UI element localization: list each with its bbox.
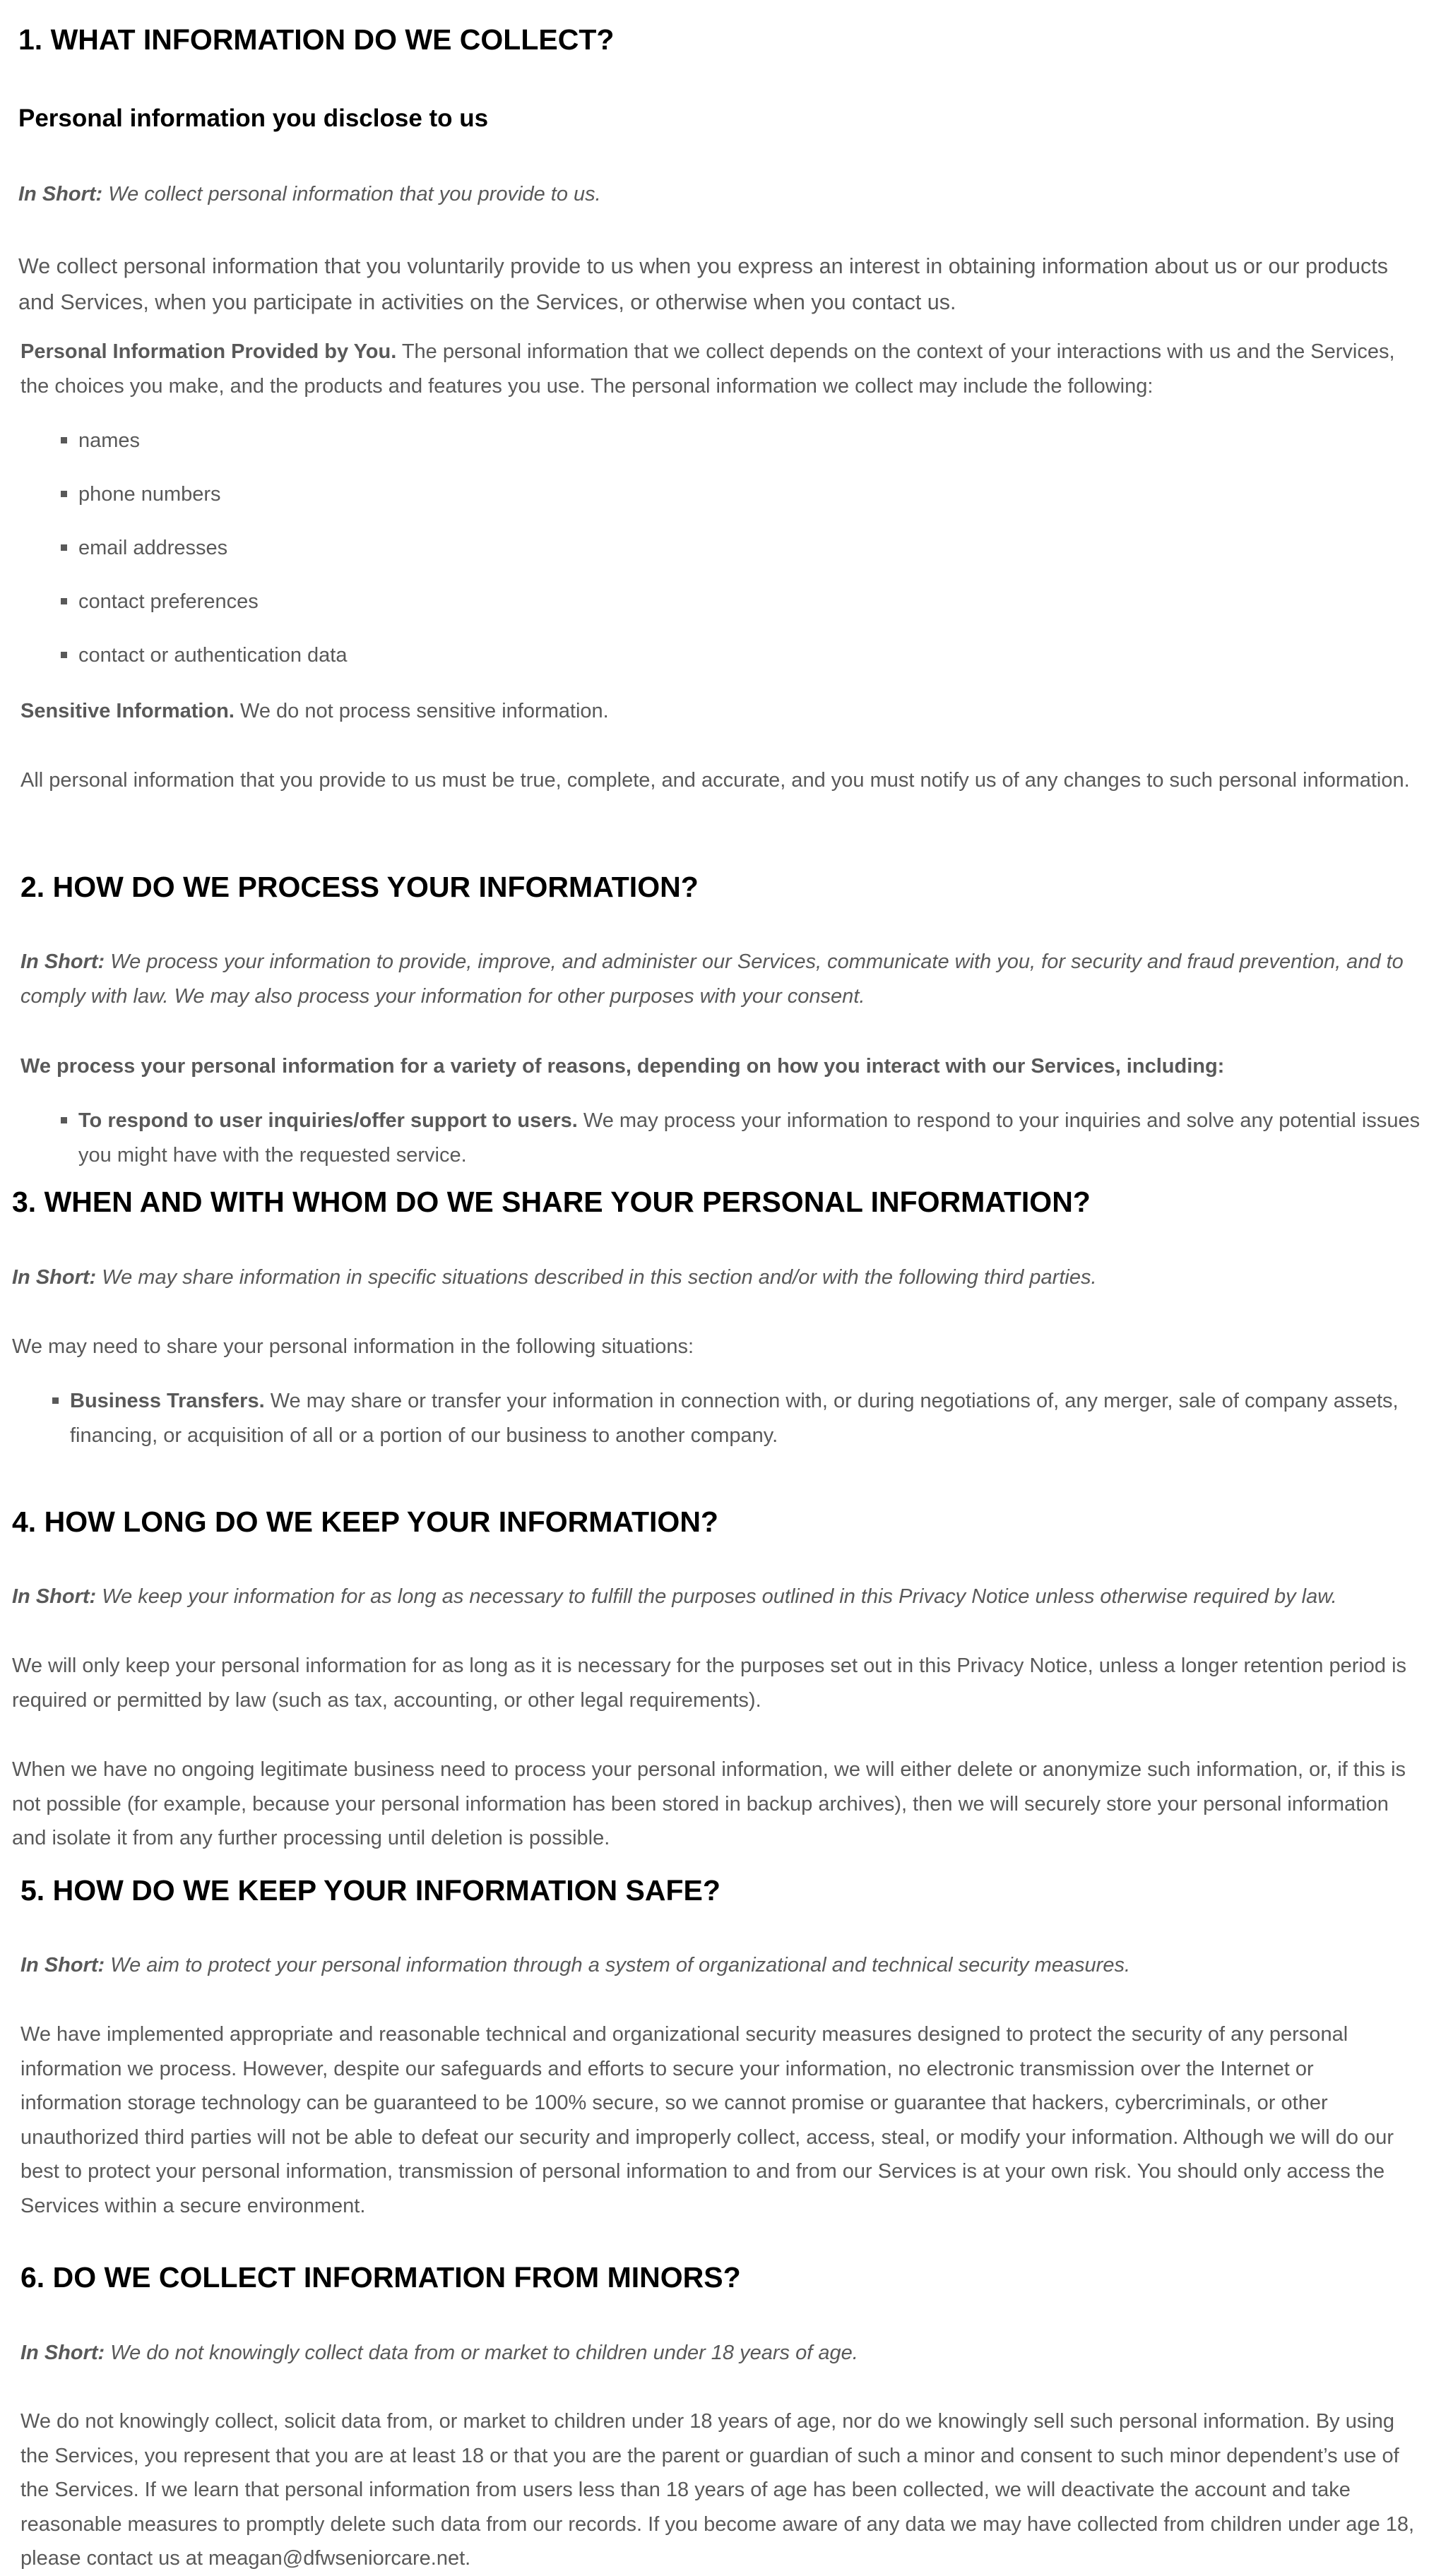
in-short-text: We may share information in specific situations described in this section and/or with the following third parties. — [96, 1266, 1097, 1289]
in-short-text: We keep your information for as long as necessary to fulfill the purposes outlined in this Privacy Notice unless otherwise required by law. — [96, 1585, 1337, 1608]
in-short-label: In Short: — [20, 1954, 105, 1976]
bullet-icon — [61, 598, 67, 604]
provided-label: Personal Information Provided by You. — [20, 340, 397, 363]
bullet-icon — [61, 544, 67, 551]
in-short-label: In Short: — [20, 950, 105, 973]
bullet-label: To respond to user inquiries/offer support to users. — [78, 1109, 578, 1132]
section-5-in-short — [20, 1948, 1130, 1983]
list-item: email addresses — [78, 537, 228, 559]
in-short-label: In Short: — [12, 1585, 97, 1608]
in-short-text: We do not knowingly collect data from or market to children under 18 years of age. — [105, 2342, 858, 2364]
bullet-icon — [61, 652, 67, 658]
section-6-paragraph: We do not knowingly collect, solicit data from, or market to children under 18 years of age, nor do we knowingly sell such personal information. By using the Services, you represent that you are at least 18 or that you are the parent or guardian of such a minor and consent to such minor dependent’s use of the Services. If we learn that personal information from users less than 18 years of age has been collected, we will deactivate the account and take reasonable measures to promptly delete such data from our records. If you become aware of any data we may have collected from children under age 18, please contact us at meagan@dfwseniorcare.net. — [20, 2410, 1415, 2570]
section-3-in-short — [12, 1260, 1097, 1295]
provided-text: The personal information that we collect depends on the context of your interactions with us and the Services, the choices you make, and the products and features you use. The personal information we collect may include the following: — [20, 340, 1395, 398]
section-1-sensitive — [20, 694, 609, 729]
section-1-intro: We collect personal information that you voluntarily provide to us when you express an interest in obtaining information about us or our products and Services, when you participate in activities on the Services, or otherwise when you contact us. — [18, 254, 1388, 314]
section-1-heading: 1. WHAT INFORMATION DO WE COLLECT? — [18, 23, 615, 56]
section-4-in-short — [12, 1580, 1337, 1614]
section-5-heading: 5. HOW DO WE KEEP YOUR INFORMATION SAFE? — [20, 1874, 720, 1907]
list-item: names — [78, 429, 141, 452]
section-4-paragraph-1: We will only keep your personal information for as long as it is necessary for the purposes set out in this Privacy Notice, unless a longer retention period is required or permitted by law (such as tax, accounting, or other legal requirements). — [12, 1654, 1407, 1712]
section-3-situations: We may need to share your personal information in the following situations: — [12, 1335, 694, 1358]
in-short-label: In Short: — [20, 2342, 105, 2364]
in-short-label: In Short: — [12, 1266, 97, 1289]
section-1-provided — [20, 335, 1423, 403]
bullet-text: We may process your information to respond to your inquiries and solve any potential issues you might have with the requested service. — [78, 1109, 1421, 1167]
section-2-reasons: We process your personal information for a variety of reasons, depending on how you interact with our Services, including: — [20, 1055, 1225, 1078]
list-item: phone numbers — [78, 483, 221, 506]
bullet-icon — [61, 1117, 67, 1123]
list-item: contact preferences — [78, 590, 259, 613]
section-6-in-short — [20, 2336, 858, 2371]
section-3-heading: 3. WHEN AND WITH WHOM DO WE SHARE YOUR PERSONAL INFORMATION? — [12, 1186, 1091, 1218]
section-4-paragraph-2: When we have no ongoing legitimate business need to process your personal information, we will either delete or anonymize such information, or, if this is not possible (for example, because your personal information has been stored in backup archives), then we will securely store your personal information and isolate it from any further processing until deletion is possible. — [12, 1758, 1406, 1849]
section-2-bullet — [78, 1104, 1421, 1172]
bullet-icon — [61, 491, 67, 497]
section-6-heading: 6. DO WE COLLECT INFORMATION FROM MINORS? — [20, 2261, 741, 2294]
in-short-text: We collect personal information that you provide to us. — [102, 183, 601, 205]
section-2-heading: 2. HOW DO WE PROCESS YOUR INFORMATION? — [20, 871, 699, 903]
sensitive-label: Sensitive Information. — [20, 700, 235, 722]
sensitive-text: We do not process sensitive information. — [234, 700, 609, 722]
section-5-paragraph: We have implemented appropriate and reasonable technical and organizational security measures designed to protect the security of any personal information we process. However, despite our safeguards and efforts to secure your information, no electronic transmission over the Internet or information storage technology can be guaranteed to be 100% secure, so we cannot promise or guarantee that hackers, cybercriminals, or other unauthorized third parties will not be able to defeat our security and improperly collect, access, steal, or modify your information. Although we will do our best to protect your personal information, transmission of personal information to and from our Services is at your own risk. You should only access the Services within a secure environment. — [20, 2023, 1394, 2217]
in-short-text: We aim to protect your personal information through a system of organizational and technical security measures. — [105, 1954, 1131, 1976]
bullet-icon — [61, 437, 67, 443]
section-1-in-short — [18, 177, 601, 212]
section-1-subheading: Personal information you disclose to us — [18, 105, 489, 132]
section-1-accuracy: All personal information that you provide to us must be true, complete, and accurate, and you must notify us of any changes to such personal information. — [20, 769, 1410, 792]
section-4-heading: 4. HOW LONG DO WE KEEP YOUR INFORMATION? — [12, 1505, 718, 1538]
section-3-bullet — [70, 1384, 1419, 1453]
in-short-label: In Short: — [18, 183, 103, 205]
in-short-text: We process your information to provide, improve, and administer our Services, communicate with you, for security and fraud prevention, and to comply with law. We may also process your information for other purposes with your consent. — [20, 950, 1404, 1008]
bullet-icon — [52, 1397, 59, 1404]
section-2-in-short — [20, 945, 1423, 1013]
bullet-text: We may share or transfer your information in connection with, or during negotiations of, any merger, sale of company assets, financing, or acquisition of all or a portion of our business to another company. — [70, 1390, 1399, 1447]
bullet-label: Business Transfers. — [70, 1390, 265, 1412]
list-item: contact or authentication data — [78, 644, 348, 667]
